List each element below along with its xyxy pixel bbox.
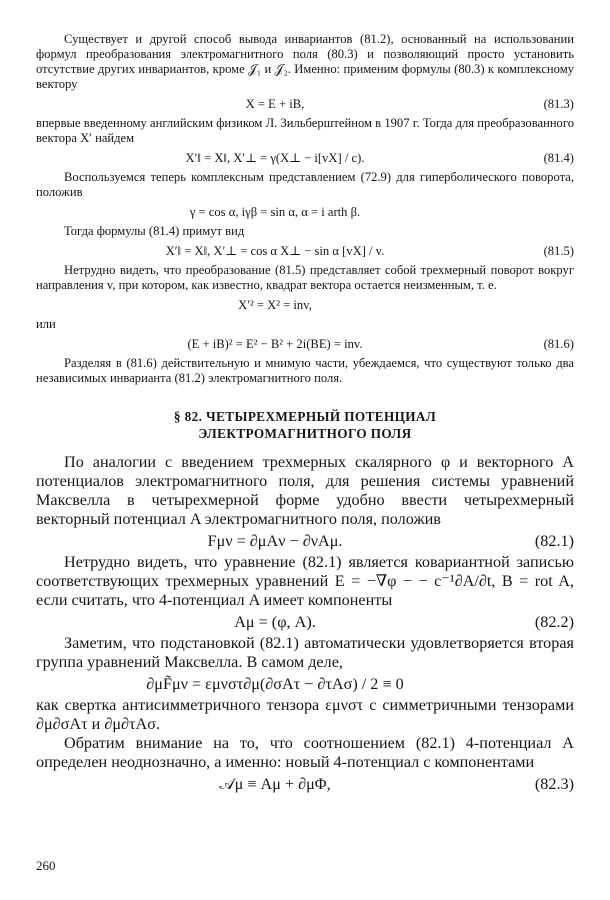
paragraph: Разделяя в (81.6) действительную и мнимую части, убеждаемся, что существуют только два независимых инварианта (81.2) электромагнитного поля. <box>36 356 574 385</box>
equation-angles <box>36 200 574 224</box>
paragraph: По аналогии с введением трехмерных скалярного φ и векторного A потенциалов электромагнитного поля, для решения системы уравнений Максвелла в четырехмерной форме удобно ввести четырехмерный векторный потенциал A электромагнитного поля, положив <box>36 453 574 528</box>
paragraph: Заметим, что подстановкой (82.1) автоматически удовлетворяется вторая группа уравнений Максвелла. В самом деле, <box>36 634 574 671</box>
paragraph: Тогда формулы (81.4) примут вид <box>64 224 245 238</box>
equation-number: (81.5) <box>543 244 574 258</box>
paragraph: Существует и другой способ вывода инвариантов (81.2), основанный на использовании формул преобразования электромагнитного поля (80.3) и позволяющий просто установить отсутствие других инвариантов, кроме 𝒥₁ и 𝒥₂. Именно: применим формулы (80.3) к комплексному вектору <box>36 32 574 91</box>
paragraph: Обратим внимание на то, что соотношением (82.1) 4-потенциал A определен неоднозначно, а именно: новый 4-потенциал с компонентами <box>36 734 574 771</box>
equation-81-4 <box>36 146 574 170</box>
equation-number: (81.4) <box>543 151 574 165</box>
equation-dual-field <box>36 672 574 696</box>
equation-formula: X = E + iB, <box>245 97 305 111</box>
section-82-text <box>36 453 574 796</box>
page-number: 260 <box>36 858 56 873</box>
section-heading <box>36 408 574 442</box>
equation-82-3 <box>36 772 574 796</box>
equation-81-6 <box>36 332 574 356</box>
equation-number: (81.6) <box>543 337 574 351</box>
equation-formula: X′‖ = X‖, X′⊥ = γ(X⊥ − i[vX] / c). <box>185 151 365 165</box>
heading-line: ЭЛЕКТРОМАГНИТНОГО ПОЛЯ <box>198 426 412 441</box>
paragraph: как свертка антисимметричного тензора εμνστ с симметричными тензорами ∂μ∂σAτ и ∂μ∂τAσ. <box>36 696 574 733</box>
equation-number: (81.3) <box>543 97 574 111</box>
equation-81-3 <box>36 92 574 116</box>
equation-82-2 <box>36 610 574 634</box>
equation-formula: 𝒜μ ≡ Aμ + ∂μΦ, <box>219 775 331 793</box>
equation-82-1 <box>36 529 574 553</box>
equation-number: (82.3) <box>534 775 574 793</box>
section-81-text <box>36 32 574 386</box>
equation-formula: Aμ = (φ, A). <box>234 613 316 631</box>
heading-line: § 82. ЧЕТЫРЕХМЕРНЫЙ ПОТЕНЦИАЛ <box>173 409 437 424</box>
equation-formula: X′‖ = X‖, X′⊥ = cos α X⊥ − sin α [vX] / v. <box>165 244 385 258</box>
equation-formula: X′² = X² = inv, <box>238 298 312 312</box>
paragraph: Воспользуемся теперь комплексным представлением (72.9) для гиперболического поворота, положив <box>36 170 574 199</box>
paragraph: Нетрудно видеть, что преобразование (81.5) представляет собой трехмерный поворот вокруг направления v, при котором, как известно, квадрат вектора остается неизменным, т. е. <box>36 263 574 292</box>
equation-formula: ∂μF̃μν = εμνστ∂μ(∂σAτ − ∂τAσ) / 2 ≡ 0 <box>146 675 404 693</box>
paragraph: впервые введенному английским физиком Л. Зильберштейном в 1907 г. Тогда для преобразованного вектора X′ найдем <box>36 116 574 145</box>
equation-formula: (E + iB)² = E² − B² + 2i(BE) = inv. <box>187 337 363 351</box>
equation-formula: γ = cos α, iγβ = sin α, α = i arth β. <box>189 205 361 219</box>
equation-81-5 <box>36 239 574 263</box>
equation-formula: Fμν = ∂μAν − ∂νAμ. <box>207 532 343 550</box>
paragraph: Нетрудно видеть, что уравнение (82.1) является ковариантной записью соответствующих трехмерных уравнений E = −∇φ − − c⁻¹∂A/∂t, B = rot A, если считать, что 4-потенциал A имеет компоненты <box>36 553 574 609</box>
equation-invariant <box>36 293 574 317</box>
equation-number: (82.2) <box>534 613 574 631</box>
paragraph: или <box>36 317 56 331</box>
equation-number: (82.1) <box>534 532 574 550</box>
